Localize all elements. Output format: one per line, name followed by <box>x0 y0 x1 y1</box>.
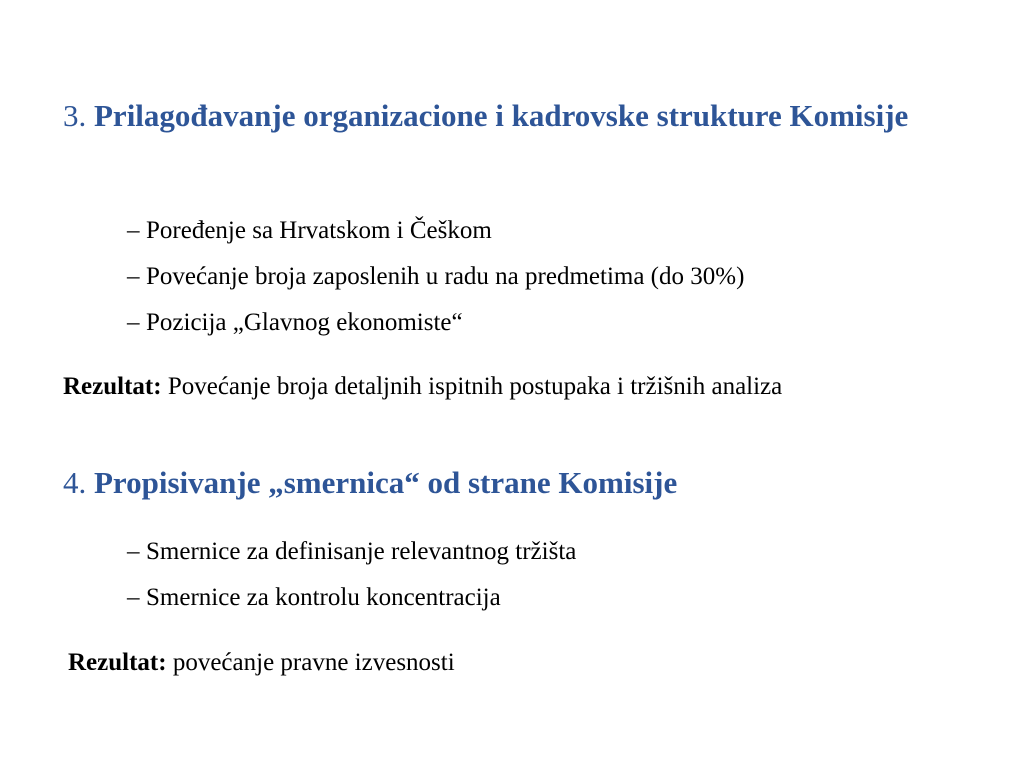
section-3-bullet-list <box>127 216 744 354</box>
dash-bullet-icon: – <box>127 538 140 565</box>
section-4-number: 4. <box>63 465 87 500</box>
result-text: Povećanje broja detaljnih ispitnih postupaka i tržišnih analiza <box>167 373 783 400</box>
result-text: povećanje pravne izvesnosti <box>172 649 455 676</box>
bullet-text: Smernice za definisanje relevantnog tržišta <box>146 538 577 565</box>
section-4-title: Propisivanje „smernica“ od strane Komisije <box>94 465 678 500</box>
list-item <box>127 262 744 308</box>
dash-bullet-icon: – <box>127 217 140 244</box>
section-3-heading <box>63 95 983 137</box>
list-item <box>127 537 576 583</box>
list-item <box>127 583 576 629</box>
bullet-text: Smernice za kontrolu koncentracija <box>146 584 501 611</box>
list-item <box>127 216 744 262</box>
section-3-result <box>63 372 782 402</box>
dash-bullet-icon: – <box>127 584 140 611</box>
list-item <box>127 308 744 354</box>
dash-bullet-icon: – <box>127 309 140 336</box>
section-4-bullet-list <box>127 537 576 629</box>
section-3-title: Prilagođavanje organizacione i kadrovske strukture Komisije <box>94 98 909 133</box>
bullet-text: Pozicija „Glavnog ekonomiste“ <box>146 309 463 336</box>
section-3-number: 3. <box>63 98 87 133</box>
bullet-text: Poređenje sa Hrvatskom i Češkom <box>146 217 492 244</box>
result-label: Rezultat: <box>63 373 162 400</box>
section-4-heading <box>63 462 983 504</box>
dash-bullet-icon: – <box>127 263 140 290</box>
result-label: Rezultat: <box>68 649 167 676</box>
bullet-text: Povećanje broja zaposlenih u radu na predmetima (do 30%) <box>146 263 745 290</box>
section-4-result <box>68 648 455 678</box>
